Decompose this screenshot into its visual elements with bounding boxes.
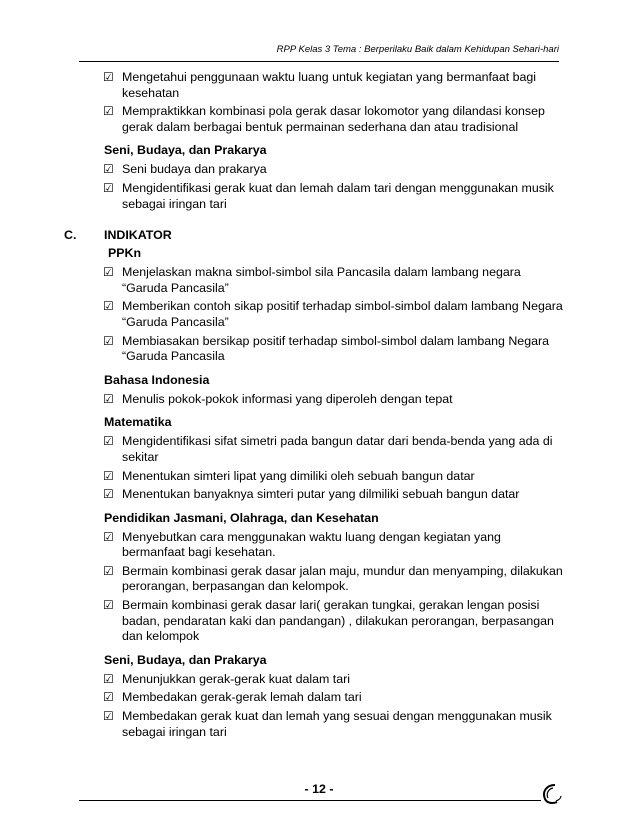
checkbox-checked-icon: ☑ (103, 162, 114, 177)
list-item: ☑ Bermain kombinasi gerak dasar lari( gerakan tungkai, gerakan lengan posisi badan, pendaratan kaki dan pandangan) , dilakukan perorangan, berpasangan dan kelompok (103, 598, 554, 644)
section-letter: C. (64, 228, 77, 243)
sbdp-list (0, 672, 638, 740)
section-heading (0, 228, 638, 243)
list-item: ☑ Memberikan contoh sikap positif terhadap simbol-simbol dalam lambang Negara “Garuda Pancasila” (103, 299, 563, 329)
list-item: ☑ Menulis pokok-pokok informasi yang diperoleh dengan tepat (103, 391, 453, 406)
page-number: - 12 - (304, 782, 334, 796)
checkbox-checked-icon: ☑ (103, 690, 114, 705)
checkbox-checked-icon: ☑ (103, 434, 114, 449)
checkbox-checked-icon: ☑ (103, 598, 114, 613)
bindo-list (0, 392, 638, 408)
checkbox-checked-icon: ☑ (103, 529, 114, 544)
list-item: ☑ Mengidentifikasi gerak kuat dan lemah dalam tari dengan menggunakan musik sebagai iringan tari (103, 180, 554, 211)
list-item: ☑ Mengetahui penggunaan waktu luang untuk kegiatan yang bermanfaat bagi kesehatan (103, 70, 537, 100)
checkbox-checked-icon: ☑ (103, 468, 114, 483)
subject-heading-sbdp: Seni, Budaya, dan Prakarya (104, 143, 267, 158)
subject-heading-bindo: Bahasa Indonesia (104, 372, 210, 387)
list-item: ☑ Menjelaskan makna simbol-simbol sila Pancasila dalam lambang negara “Garuda Pancasila” (103, 265, 521, 295)
checkbox-checked-icon: ☑ (103, 104, 114, 119)
checkbox-checked-icon: ☑ (103, 265, 114, 280)
list-item: ☑ Menyebutkan cara menggunakan waktu luang dengan kegiatan yang bermanfaat bagi kesehatan. (103, 529, 501, 560)
list-item: ☑ Mempraktikkan kombinasi pola gerak dasar lokomotor yang dilandasi konsep gerak dalam berbagai bentuk permainan sederhana dan atau tradisional (103, 104, 545, 134)
list-item: ☑ Menentukan banyaknya simteri putar yang dilmiliki sebuah bangun datar (103, 487, 520, 502)
checkbox-checked-icon: ☑ (103, 563, 114, 578)
ppkn-list (0, 265, 638, 365)
document-body (0, 70, 638, 743)
checkbox-checked-icon: ☑ (103, 333, 114, 348)
list-item: ☑ Membedakan gerak kuat dan lemah yang sesuai dengan menggunakan musik sebagai iringan tari (103, 709, 552, 739)
publisher-logo-icon (540, 782, 562, 806)
sbdp-list (0, 162, 638, 212)
list-item: ☑ Membedakan gerak-gerak lemah dalam tari (103, 690, 362, 705)
checkbox-checked-icon: ☑ (103, 391, 114, 406)
header-divider (79, 61, 559, 62)
top-list (0, 70, 638, 135)
checkbox-checked-icon: ☑ (103, 70, 114, 84)
list-item: ☑ Membiasakan bersikap positif terhadap simbol-simbol dalam lambang Negara “Garuda Pancasila (103, 333, 549, 364)
checkbox-checked-icon: ☑ (103, 299, 114, 314)
footer-divider (79, 800, 541, 801)
subject-heading-pjok: Pendidikan Jasmani, Olahraga, dan Kesehatan (104, 510, 379, 525)
subject-heading-ppkn: PPKn (108, 246, 142, 261)
subject-heading-mtk: Matematika (104, 415, 172, 430)
subject-heading-sbdp: Seni, Budaya, dan Prakarya (104, 652, 267, 667)
pjok-list (0, 530, 638, 645)
list-item: ☑ Menentukan simteri lipat yang dimiliki oleh sebuah bangun datar (103, 468, 475, 483)
checkbox-checked-icon: ☑ (103, 180, 114, 195)
section-title: INDIKATOR (104, 228, 172, 243)
list-item: ☑ Mengidentifikasi sifat simetri pada bangun datar dari benda-benda yang ada di sekitar (103, 434, 553, 464)
list-item: ☑ Seni budaya dan prakarya (103, 162, 267, 177)
page-header: RPP Kelas 3 Tema : Berperilaku Baik dalam Kehidupan Sehari-hari (276, 44, 559, 55)
list-item: ☑ Bermain kombinasi gerak dasar jalan maju, mundur dan menyamping, dilakukan perorangan, berpasangan dan kelompok. (103, 563, 563, 594)
checkbox-checked-icon: ☑ (103, 487, 114, 502)
checkbox-checked-icon: ☑ (103, 709, 114, 724)
checkbox-checked-icon: ☑ (103, 671, 114, 686)
mtk-list (0, 434, 638, 502)
list-item: ☑ Menunjukkan gerak-gerak kuat dalam tari (103, 671, 350, 686)
